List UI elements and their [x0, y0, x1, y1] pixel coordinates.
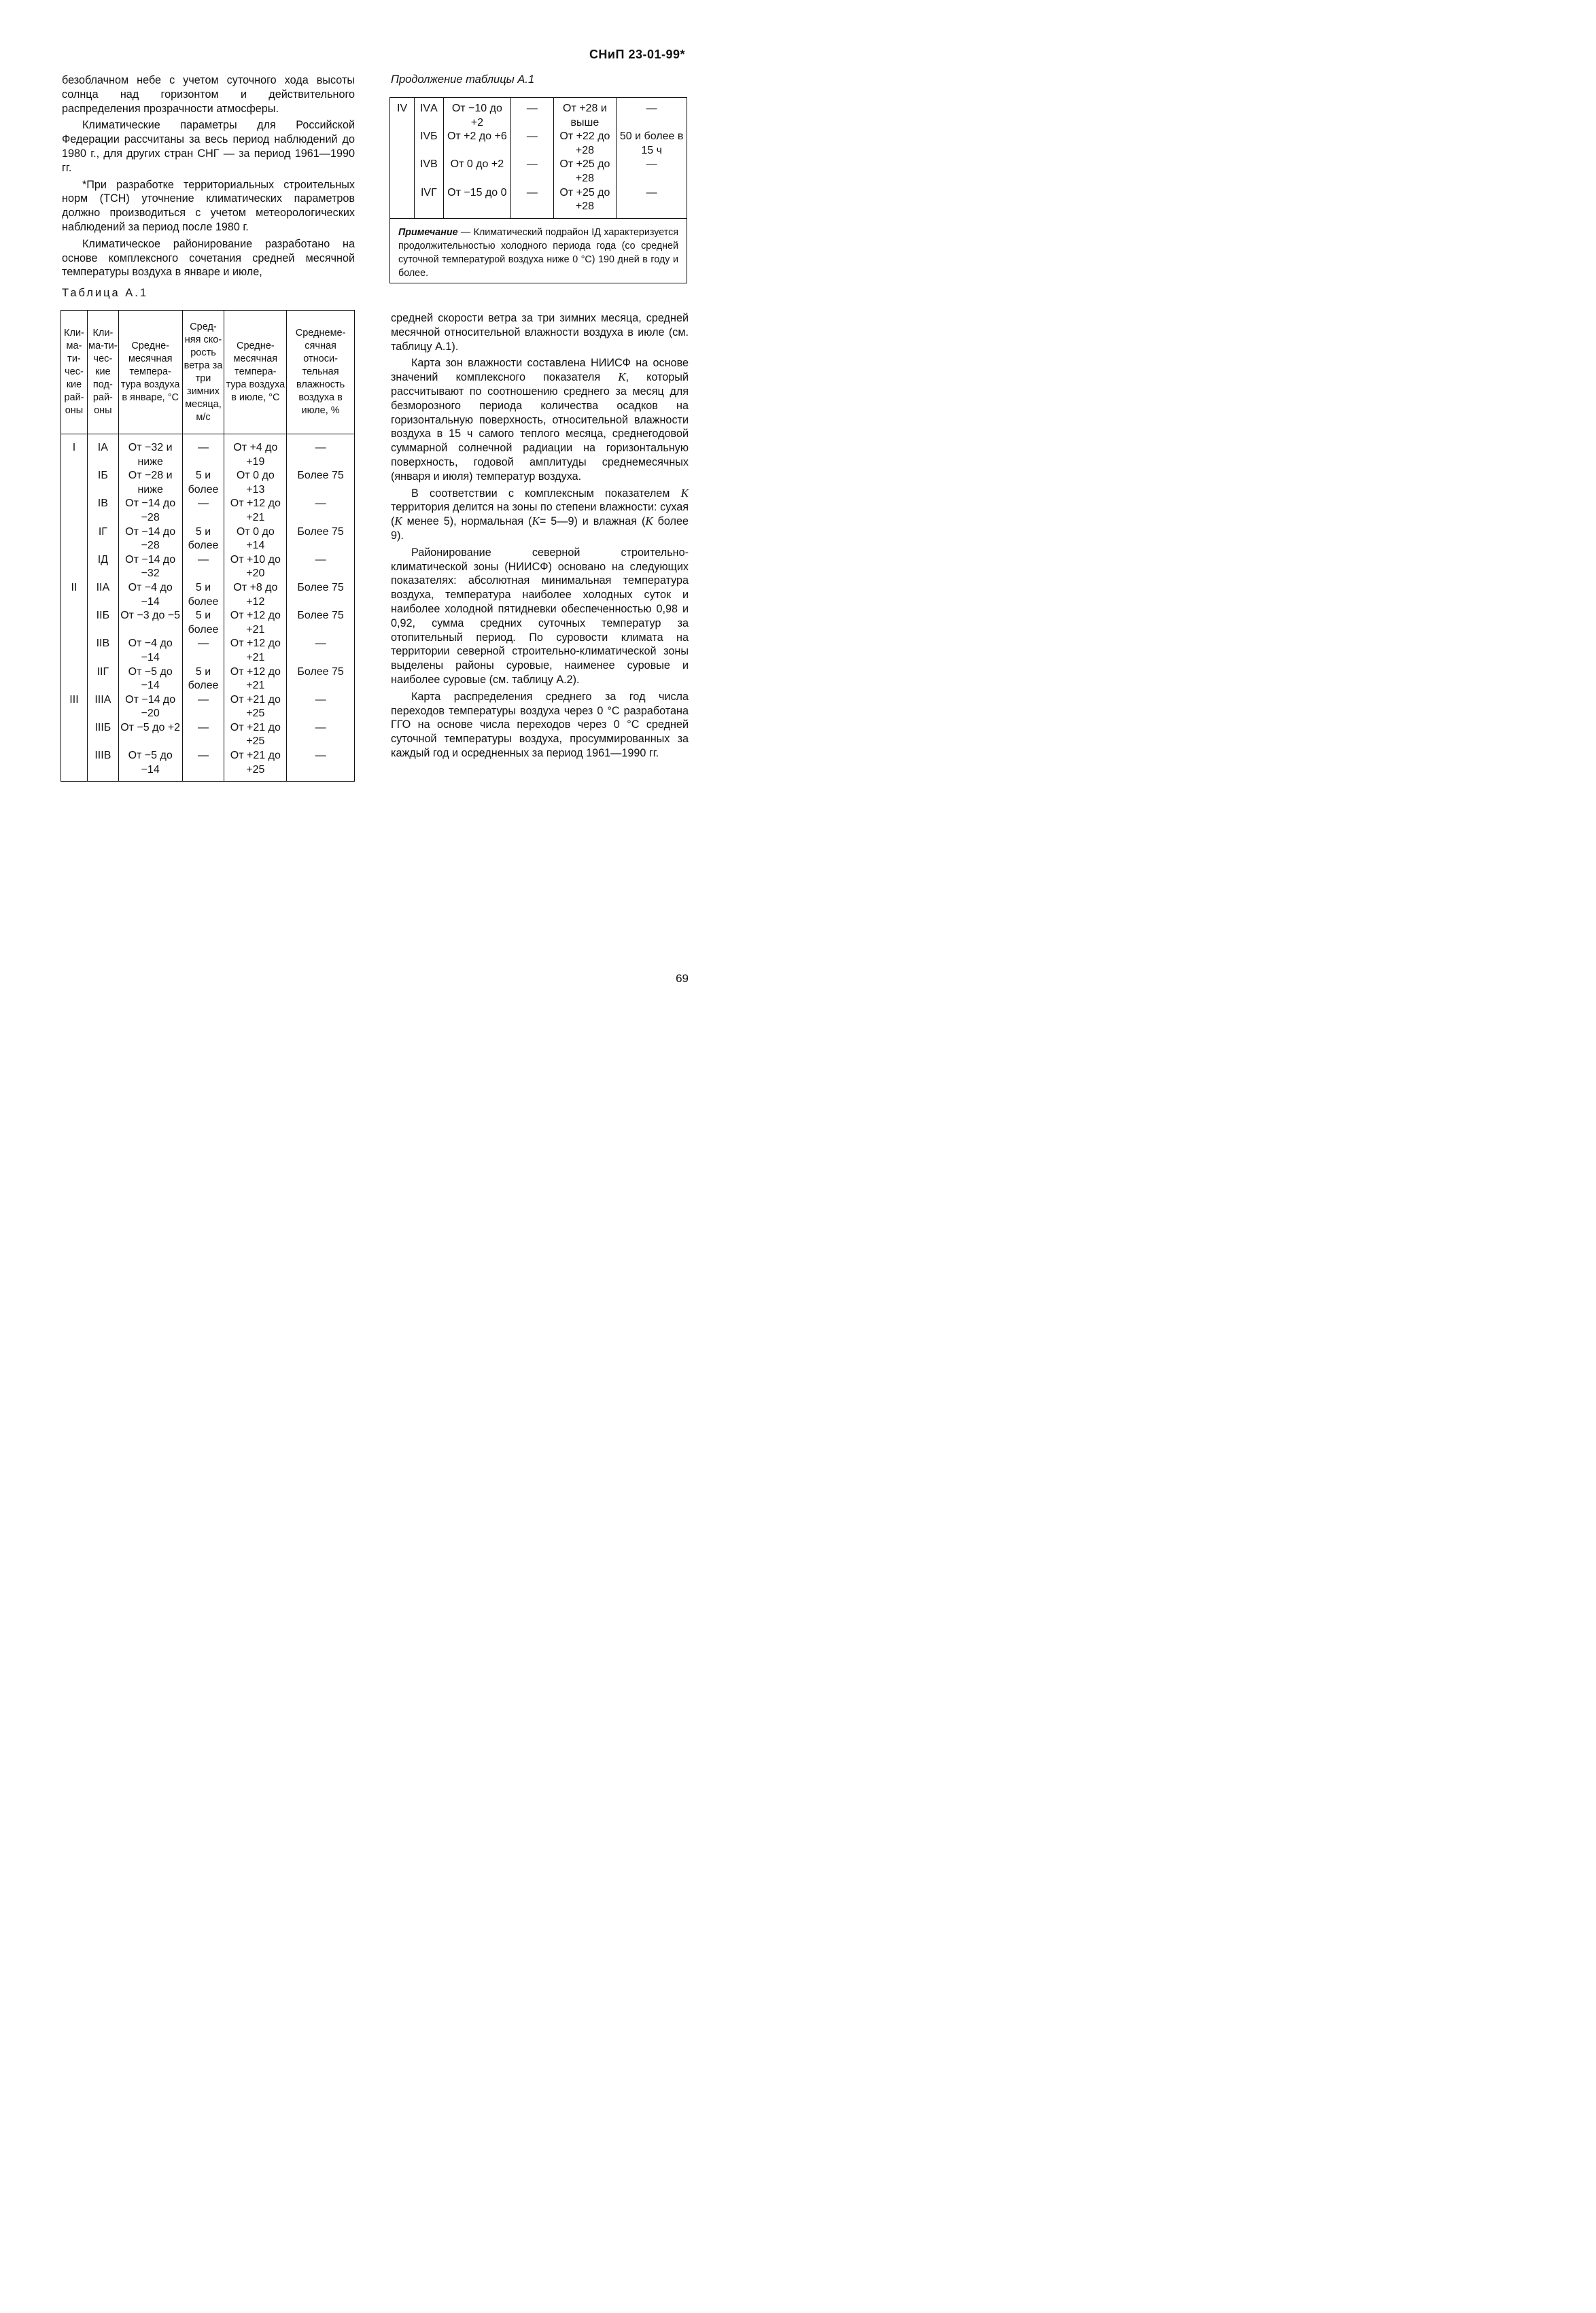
cell-jul: От +8 до +12 [224, 581, 287, 609]
right-column-text [391, 311, 689, 761]
table-continuation-caption: Продолжение таблицы А.1 [391, 73, 535, 86]
cell-subregion: IА [87, 434, 118, 470]
paragraph: Карта распределения среднего за год числа переходов температуры воздуха через 0 °С разработана ГГО на основе числа переходов через 0 °С средней суточной температуры воздуха, просуммированных за каждый год и осредненных за период 1961—1990 гг. [391, 690, 689, 759]
table-row [390, 186, 687, 219]
cell-subregion: IВ [87, 497, 118, 525]
header-region: Кли-ма-ти-чес-кие рай-оны [61, 311, 88, 434]
header-humidity: Среднеме-сячная относи-тельная влажность воздуха в июле, % [287, 311, 355, 434]
table-note-row [390, 218, 687, 283]
table-caption: Таблица А.1 [62, 287, 149, 299]
cell-jan: От −5 до −14 [118, 665, 182, 693]
cell-humidity: Более 75 [287, 665, 355, 693]
text-run: = 5—9) и влажная ( [539, 515, 646, 528]
table-row [61, 469, 355, 497]
cell-jan: От −28 и ниже [118, 469, 182, 497]
cell-subregion: IVГ [415, 186, 443, 219]
table-row [61, 434, 355, 470]
table-row [61, 497, 355, 525]
cell-subregion: IБ [87, 469, 118, 497]
cell-humidity: Более 75 [287, 469, 355, 497]
note-label: Примечание [398, 226, 458, 238]
cell-region [61, 525, 88, 553]
cell-region [390, 158, 415, 186]
cell-region [61, 609, 88, 637]
cell-wind: — [182, 553, 224, 581]
k-symbol: K [532, 515, 540, 528]
cell-jul: От +10 до +20 [224, 553, 287, 581]
cell-subregion: IIВ [87, 637, 118, 665]
table-row [61, 553, 355, 581]
cell-jan: От −14 до −28 [118, 497, 182, 525]
cell-jan: От −14 до −28 [118, 525, 182, 553]
paragraph [391, 356, 689, 483]
cell-region [61, 553, 88, 581]
cell-region [61, 469, 88, 497]
climate-table [60, 310, 355, 782]
cell-wind: — [182, 721, 224, 749]
cell-wind: — [182, 497, 224, 525]
cell-jan: От −10 до +2 [443, 98, 511, 131]
cell-region [61, 721, 88, 749]
cell-wind: 5 и более [182, 525, 224, 553]
text-run: , который рассчитывают по соотношению среднего за месяц для безморозного периода количества осадков на горизонтальную поверхность, относительной влажности воздуха в 15 ч самого теплого месяца, среднегодовой суммарной солнечной радиации на горизонтальную поверхность, годовой амплитуды среднемесячных (января и июля) температур воздуха. [391, 371, 689, 483]
cell-humidity: — [617, 158, 687, 186]
cell-wind: — [511, 130, 553, 158]
paragraph: Климатическое районирование разработано на основе комплексного сочетания средней месячной температуры воздуха в январе и июле, [62, 237, 355, 279]
cell-humidity: — [287, 749, 355, 782]
cell-jan: От −4 до −14 [118, 637, 182, 665]
cell-jul: От +12 до +21 [224, 609, 287, 637]
text-run: менее 5), нормальная ( [402, 515, 532, 528]
table-row [61, 609, 355, 637]
k-symbol: K [680, 486, 689, 500]
cell-humidity: — [287, 637, 355, 665]
cell-jul: От +25 до +28 [553, 186, 617, 219]
cell-wind: — [182, 637, 224, 665]
header-jan-temp: Средне-месячная темпера-тура воздуха в январе, °С [118, 311, 182, 434]
cell-region [390, 186, 415, 219]
cell-subregion: IIIБ [87, 721, 118, 749]
header-wind: Сред-няя ско-рость ветра за три зимних месяца, м/с [182, 311, 224, 434]
k-symbol: K [394, 515, 402, 528]
cell-humidity: 50 и более в 15 ч [617, 130, 687, 158]
cell-humidity: — [287, 434, 355, 470]
cell-wind: 5 и более [182, 469, 224, 497]
cell-humidity: — [617, 98, 687, 131]
cell-wind: — [182, 434, 224, 470]
cell-jul: От +21 до +25 [224, 693, 287, 721]
cell-jul: От +12 до +21 [224, 637, 287, 665]
cell-region: II [61, 581, 88, 609]
cell-jul: От +12 до +21 [224, 497, 287, 525]
table-row [61, 581, 355, 609]
paragraph: безоблачном небе с учетом суточного хода высоты солнца над горизонтом и действительного распределения прозрачности атмосферы. [62, 74, 355, 115]
cell-subregion: IIА [87, 581, 118, 609]
cell-subregion: IVА [415, 98, 443, 131]
table-row [61, 749, 355, 782]
cell-wind: — [511, 186, 553, 219]
cell-region [390, 130, 415, 158]
cell-jan: От −14 до −32 [118, 553, 182, 581]
cell-jul: От +4 до +19 [224, 434, 287, 470]
cell-subregion: IД [87, 553, 118, 581]
cell-wind: — [511, 158, 553, 186]
cell-jul: От +28 и выше [553, 98, 617, 131]
cell-humidity: Более 75 [287, 581, 355, 609]
cell-wind: — [511, 98, 553, 131]
cell-humidity: Более 75 [287, 525, 355, 553]
climate-table-continuation [389, 97, 687, 283]
table-row [390, 98, 687, 131]
cell-region: IV [390, 98, 415, 131]
cell-region [61, 665, 88, 693]
table-note [390, 218, 687, 283]
cell-wind: 5 и более [182, 581, 224, 609]
cell-region [61, 497, 88, 525]
cell-region [61, 637, 88, 665]
cell-jul: От +22 до +28 [553, 130, 617, 158]
note-text: — Климатический подрайон IД характеризуется продолжительностью холодного периода года (со средней суточной температурой воздуха ниже 0 °С) 190 дней в году и более. [398, 226, 678, 279]
text-run: более 9). [391, 515, 689, 542]
table-row [390, 130, 687, 158]
k-symbol: K [618, 370, 626, 384]
cell-jan: От −15 до 0 [443, 186, 511, 219]
cell-jan: От −5 до +2 [118, 721, 182, 749]
cell-humidity: — [287, 497, 355, 525]
table-row [61, 525, 355, 553]
header-jul-temp: Средне-месячная темпера-тура воздуха в июле, °С [224, 311, 287, 434]
header-subregion: Кли-ма-ти-чес-кие под-рай-оны [87, 311, 118, 434]
table-row [61, 637, 355, 665]
cell-jan: От −14 до −20 [118, 693, 182, 721]
paragraph: Районирование северной строительно-климатической зоны (НИИСФ) основано на следующих показателях: абсолютная минимальная температура воздуха, температура наиболее холодных суток и наиболее холодной пятидневки обеспеченностью 0,98 и 0,92, сумма средних суточных температур за отопительный период. По суровости климата на территории северной строительно-климатической зоны выделены районы суровые, наименее суровые и наиболее суровые (см. таблицу А.2). [391, 546, 689, 686]
paragraph: *При разработке территориальных строительных норм (ТСН) уточнение климатических параметров должно производиться с учетом метеорологических наблюдений за период после 1980 г. [62, 178, 355, 233]
cell-region [61, 749, 88, 782]
cell-jul: От 0 до +14 [224, 525, 287, 553]
cell-jan: От −5 до −14 [118, 749, 182, 782]
paragraph: Климатические параметры для Российской Федерации рассчитаны за весь период наблюдений до 1980 г., для других стран СНГ — за период 1961—1990 гг. [62, 119, 355, 174]
page-number: 69 [676, 972, 689, 985]
cell-subregion: IIГ [87, 665, 118, 693]
cell-wind: — [182, 749, 224, 782]
cell-humidity: — [287, 553, 355, 581]
text-run: В соответствии с комплексным показателем [411, 487, 681, 500]
table-row [61, 665, 355, 693]
cell-jan: От −3 до −5 [118, 609, 182, 637]
cell-jul: От +21 до +25 [224, 749, 287, 782]
cell-subregion: IVВ [415, 158, 443, 186]
paragraph: средней скорости ветра за три зимних месяца, средней месячной относительной влажности воздуха в июле (см. таблицу А.1). [391, 312, 689, 353]
text-run: Карта зон влажности составлена НИИСФ на основе значений комплексного показателя [391, 357, 689, 384]
left-column-text [62, 73, 355, 279]
cell-jan: От 0 до +2 [443, 158, 511, 186]
cell-region: III [61, 693, 88, 721]
cell-jul: От +12 до +21 [224, 665, 287, 693]
cell-humidity: Более 75 [287, 609, 355, 637]
text-run: территория делится на зоны по степени влажности: сухая ( [391, 501, 689, 528]
document-code: СНиП 23-01-99* [589, 48, 685, 61]
cell-humidity: — [617, 186, 687, 219]
table-row [61, 693, 355, 721]
cell-humidity: — [287, 693, 355, 721]
cell-humidity: — [287, 721, 355, 749]
k-symbol: K [645, 515, 653, 528]
table-row [61, 721, 355, 749]
cell-jul: От +21 до +25 [224, 721, 287, 749]
cell-jul: От 0 до +13 [224, 469, 287, 497]
cell-wind: 5 и более [182, 665, 224, 693]
cell-wind: — [182, 693, 224, 721]
cell-jan: От +2 до +6 [443, 130, 511, 158]
cell-jan: От −4 до −14 [118, 581, 182, 609]
cell-wind: 5 и более [182, 609, 224, 637]
cell-region: I [61, 434, 88, 470]
cell-jan: От −32 и ниже [118, 434, 182, 470]
cell-subregion: IVБ [415, 130, 443, 158]
cell-subregion: IIIА [87, 693, 118, 721]
cell-jul: От +25 до +28 [553, 158, 617, 186]
table-row [390, 158, 687, 186]
paragraph [391, 487, 689, 543]
cell-subregion: IIIВ [87, 749, 118, 782]
cell-subregion: IIБ [87, 609, 118, 637]
cell-subregion: IГ [87, 525, 118, 553]
